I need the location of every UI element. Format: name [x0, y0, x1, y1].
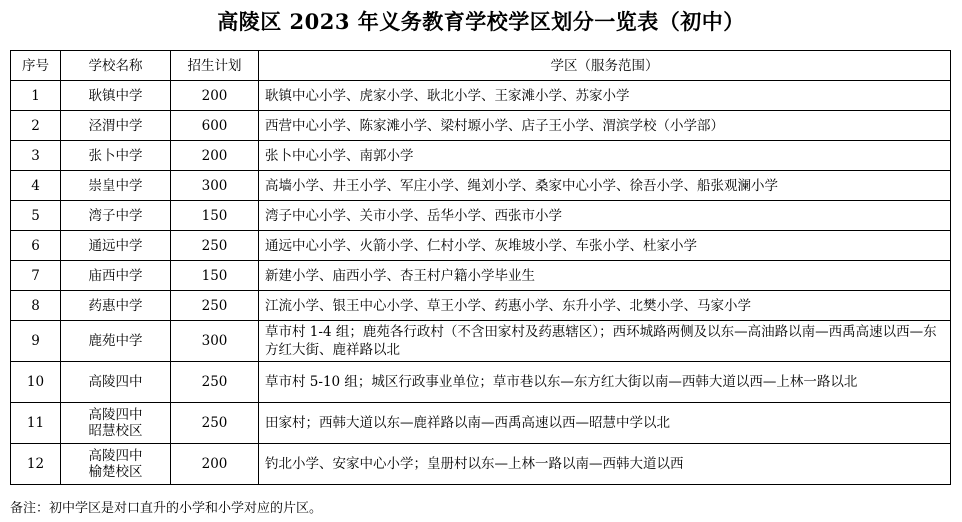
- row-enrollment-plan: 250: [171, 231, 259, 261]
- row-school-name: [61, 201, 171, 231]
- row-school-name: [61, 291, 171, 321]
- table-row: [11, 291, 951, 321]
- row-school-name: [61, 261, 171, 291]
- row-district: 江流小学、银王中心小学、草王小学、药惠小学、东升小学、北樊小学、马家小学: [259, 291, 951, 321]
- row-enrollment-plan: 200: [171, 81, 259, 111]
- row-no: 11: [11, 403, 61, 444]
- table-row: [11, 362, 951, 403]
- row-no: 4: [11, 171, 61, 201]
- school-district-table: [10, 50, 951, 485]
- row-district: 田家村；西韩大道以东—鹿祥路以南—西禹高速以西—昭慧中学以北: [259, 403, 951, 444]
- row-district: 通远中心小学、火箭小学、仁村小学、灰堆坡小学、车张小学、杜家小学: [259, 231, 951, 261]
- row-enrollment-plan: 250: [171, 291, 259, 321]
- row-enrollment-plan: 150: [171, 261, 259, 291]
- row-enrollment-plan: 200: [171, 141, 259, 171]
- row-no: 12: [11, 444, 61, 485]
- table-row: [11, 81, 951, 111]
- row-district: 湾子中心小学、关市小学、岳华小学、西张市小学: [259, 201, 951, 231]
- row-no: 6: [11, 231, 61, 261]
- row-school-name-text: 湾子中学: [88, 207, 143, 224]
- row-school-name-text: 崇皇中学: [88, 177, 143, 194]
- row-district: 草市村 5-10 组；城区行政事业单位；草市巷以东—东方红大街以南—西韩大道以西—上林一路以北: [259, 362, 951, 403]
- row-school-name: [61, 81, 171, 111]
- table-row: [11, 111, 951, 141]
- row-enrollment-plan: 300: [171, 171, 259, 201]
- row-no: 5: [11, 201, 61, 231]
- header-enrollment-plan: 招生计划: [171, 51, 259, 81]
- row-school-name-text: 鹿苑中学: [88, 333, 143, 349]
- row-no: 10: [11, 362, 61, 403]
- footnote: 备注：初中学区是对口直升的小学和小学对应的片区。: [10, 501, 323, 516]
- row-school-name: [61, 171, 171, 201]
- row-school-name-text: 泾渭中学: [88, 117, 143, 134]
- table-row: [11, 403, 951, 444]
- row-district: 钓北小学、安家中心小学；皇册村以东—上林一路以南—西韩大道以西: [259, 444, 951, 485]
- row-school-name-text: 张卜中学: [88, 147, 143, 164]
- row-school-name: [61, 141, 171, 171]
- row-school-name: [61, 403, 171, 444]
- row-school-name-text: 药惠中学: [88, 297, 143, 314]
- row-district: 新建小学、庙西小学、杏王村户籍小学毕业生: [259, 261, 951, 291]
- row-district: 草市村 1-4 组；鹿苑各行政村（不含田家村及药惠辖区）；西环城路两侧及以东—高油路以南—西禹高速以西—东方红大街、鹿祥路以北: [259, 321, 951, 362]
- table-header-row: [11, 51, 951, 81]
- row-school-name: [61, 321, 171, 362]
- row-school-name: [61, 111, 171, 141]
- row-enrollment-plan: 150: [171, 201, 259, 231]
- row-school-name-text: 庙西中学: [88, 267, 143, 284]
- row-school-name: [61, 362, 171, 403]
- row-no: 8: [11, 291, 61, 321]
- table-row: [11, 141, 951, 171]
- row-enrollment-plan: 300: [171, 321, 259, 362]
- table-row: [11, 231, 951, 261]
- row-district: 西营中心小学、陈家滩小学、梁村塬小学、店子王小学、渭滨学校（小学部）: [259, 111, 951, 141]
- row-school-name-text: 高陵四中 昭慧校区: [88, 407, 143, 439]
- row-school-name-text: 高陵四中: [88, 374, 143, 390]
- table-row: [11, 171, 951, 201]
- table-row: [11, 321, 951, 362]
- row-enrollment-plan: 250: [171, 362, 259, 403]
- row-district: 耿镇中心小学、虎家小学、耿北小学、王家滩小学、苏家小学: [259, 81, 951, 111]
- row-no: 1: [11, 81, 61, 111]
- header-school-name: 学校名称: [61, 51, 171, 81]
- row-school-name-text: 高陵四中 榆楚校区: [88, 448, 143, 480]
- row-no: 7: [11, 261, 61, 291]
- table-row: [11, 201, 951, 231]
- row-enrollment-plan: 600: [171, 111, 259, 141]
- page-title: 高陵区 2023 年义务教育学校学区划分一览表（初中）: [217, 9, 745, 34]
- row-enrollment-plan: 200: [171, 444, 259, 485]
- header-district: 学区（服务范围）: [259, 51, 951, 81]
- header-no: 序号: [11, 51, 61, 81]
- row-district: 张卜中心小学、南郭小学: [259, 141, 951, 171]
- row-district: 高墙小学、井王小学、军庄小学、绳刘小学、桑家中心小学、徐吾小学、船张观澜小学: [259, 171, 951, 201]
- row-no: 9: [11, 321, 61, 362]
- row-school-name: [61, 444, 171, 485]
- row-enrollment-plan: 250: [171, 403, 259, 444]
- table-row: [11, 261, 951, 291]
- row-school-name-text: 通远中学: [88, 237, 143, 254]
- row-no: 2: [11, 111, 61, 141]
- row-school-name: [61, 231, 171, 261]
- row-school-name-text: 耿镇中学: [88, 87, 143, 104]
- row-no: 3: [11, 141, 61, 171]
- table-row: [11, 444, 951, 485]
